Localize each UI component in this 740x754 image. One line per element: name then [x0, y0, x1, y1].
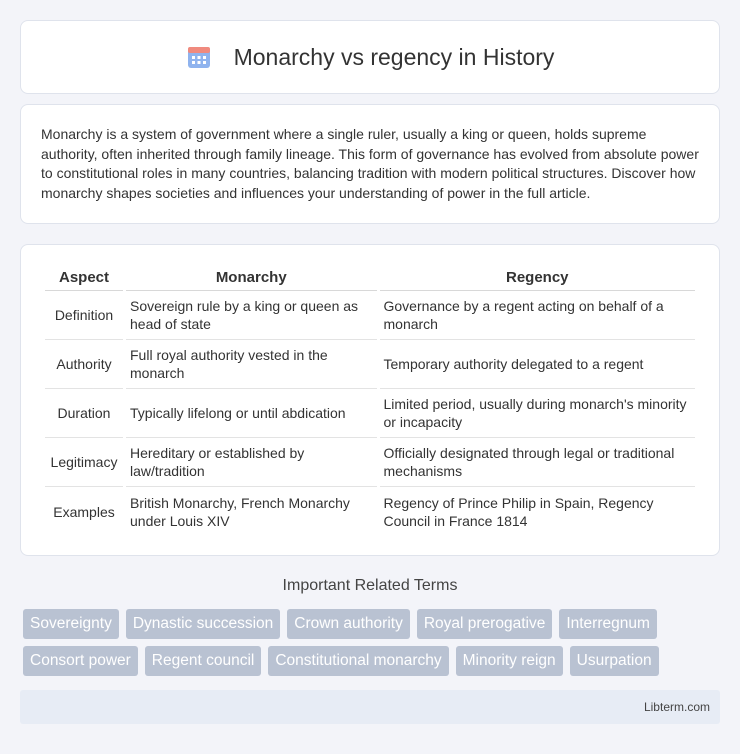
tag-dynastic-succession[interactable]: Dynastic succession	[126, 609, 280, 639]
intro-text: Monarchy is a system of government where a single ruler, usually a king or queen, holds supreme authority, often inherited through family lineage. This form of governance has evolved from absolute power to constitutional roles in many countries, balancing tradition with modern political structures. Discover how monarchy shapes societies and influences your understanding of power in the full article.	[41, 126, 699, 201]
header-card	[20, 20, 720, 94]
tag-minority-reign[interactable]: Minority reign	[456, 646, 563, 676]
monarchy-cell: British Monarchy, French Monarchy under Louis XIV	[130, 494, 350, 529]
table-row	[45, 438, 695, 487]
tag-usurpation[interactable]: Usurpation	[570, 646, 659, 676]
aspect-cell: Authority	[45, 340, 123, 389]
table-row	[45, 389, 695, 438]
tag-constitutional-monarchy[interactable]: Constitutional monarchy	[268, 646, 448, 676]
table-row	[45, 291, 695, 340]
regency-cell: Temporary authority delegated to a regent	[380, 340, 696, 389]
table-header-row	[45, 265, 695, 291]
header-monarchy: Monarchy	[126, 265, 377, 291]
page-title: Monarchy vs regency in History	[233, 43, 555, 70]
aspect-cell: Definition	[45, 291, 123, 340]
tag-royal-prerogative[interactable]: Royal prerogative	[417, 609, 552, 639]
calendar-icon	[186, 44, 212, 70]
related-terms-title: Important Related Terms	[282, 577, 458, 594]
monarchy-cell: Hereditary or established by law/tradition	[126, 438, 377, 487]
comparison-table	[42, 265, 698, 536]
footer-site-link[interactable]: Libterm.com	[643, 700, 710, 714]
footer	[20, 690, 720, 724]
tag-regent-council[interactable]: Regent council	[145, 646, 262, 676]
tag-crown-authority[interactable]: Crown authority	[287, 609, 410, 639]
tag-row	[23, 646, 723, 676]
comparison-card	[20, 244, 720, 556]
regency-cell: Regency of Prince Philip in Spain, Regency Council in France 1814	[383, 494, 654, 529]
tag-interregnum[interactable]: Interregnum	[559, 609, 657, 639]
table-row	[45, 487, 695, 536]
regency-cell: Governance by a regent acting on behalf of a monarch	[380, 291, 696, 340]
regency-cell: Officially designated through legal or traditional mechanisms	[380, 438, 696, 487]
tag-consort-power[interactable]: Consort power	[23, 646, 138, 676]
monarchy-cell: Full royal authority vested in the monarch	[126, 340, 377, 389]
table-row	[45, 340, 695, 389]
aspect-cell: Examples	[53, 503, 115, 520]
regency-cell: Limited period, usually during monarch's minority or incapacity	[380, 389, 696, 438]
tag-row	[23, 609, 723, 639]
aspect-cell: Duration	[45, 389, 123, 438]
tag-sovereignty[interactable]: Sovereignty	[23, 609, 119, 639]
related-terms-tags	[23, 609, 723, 683]
intro-card	[20, 104, 720, 224]
aspect-cell: Legitimacy	[45, 438, 123, 487]
header-regency: Regency	[380, 265, 696, 291]
header-aspect: Aspect	[45, 265, 123, 291]
monarchy-cell: Typically lifelong or until abdication	[126, 389, 377, 438]
monarchy-cell: Sovereign rule by a king or queen as head of state	[126, 291, 377, 340]
